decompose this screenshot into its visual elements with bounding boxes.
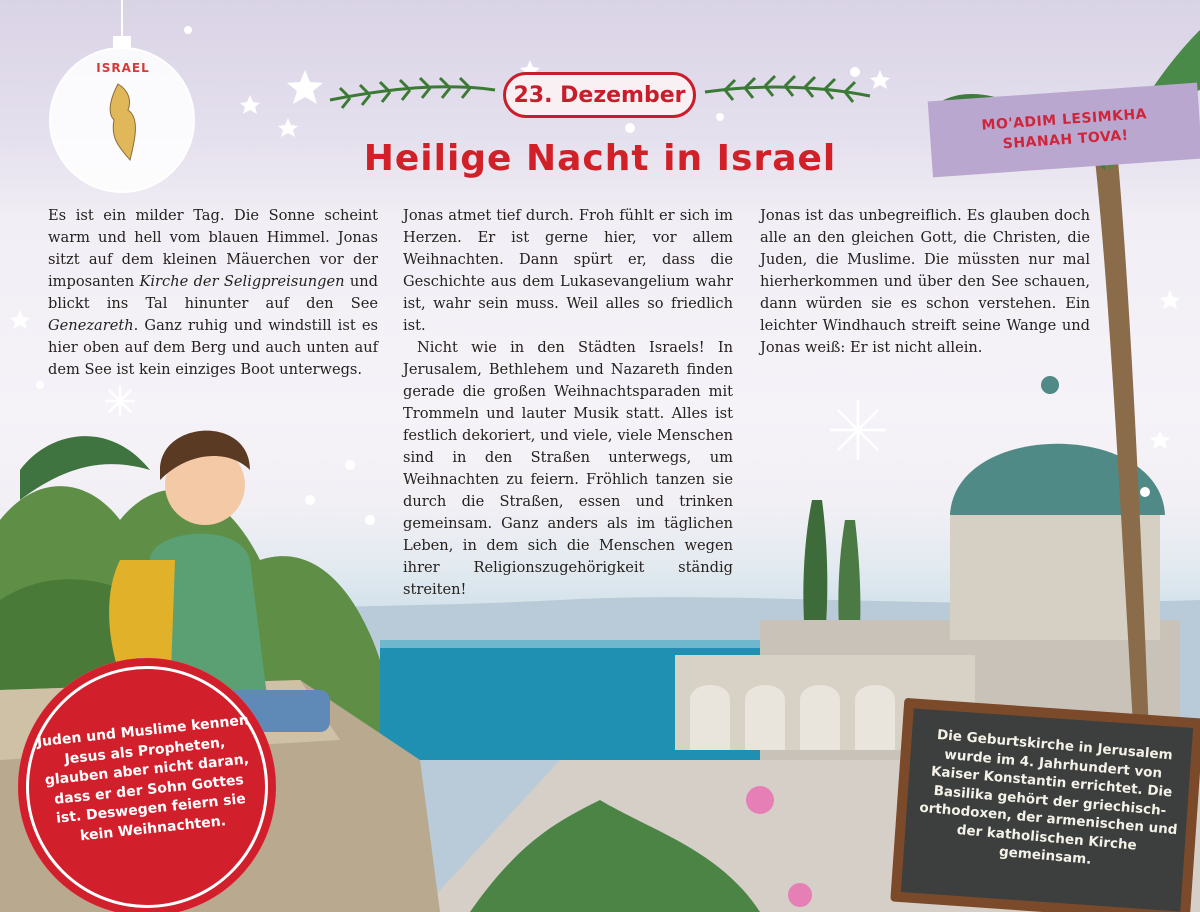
- fir-branch-right-icon: [705, 76, 870, 102]
- text-span: Es ist ein milder Tag. Die Sonne scheint warm und hell vom blauen Himmel. Jonas sitzt auf dem kleinen Mäuerchen vor der imposanten: [48, 207, 378, 290]
- paragraph: Jonas ist das unbegreiflich. Es glauben doch alle an den gleichen Gott, die Christen, die Juden, die Muslime. Die müssten nur mal hierherkommen und über den See schauen, dann würden sie es schon verstehen. Ein leichter Windhauch streift seine Wange und Jonas weiß: Er ist nicht allein.: [760, 207, 1090, 356]
- date-badge: 23. Dezember: [503, 72, 696, 118]
- italic-place-name: Kirche der Seligpreisungen: [139, 273, 345, 290]
- ornament-country-label: ISRAEL: [96, 61, 150, 75]
- text-span: und blickt ins Tal hinunter auf den See: [48, 273, 378, 312]
- paragraph: Jonas atmet tief durch. Froh fühlt er sich im Herzen. Er ist gerne hier, vor allem Weihnachten. Dann spürt er, dass die Geschichte aus dem Lukasevangelium wahr ist, wahr sein muss. Weil alles so friedlich ist.: [403, 207, 733, 334]
- text-column-1: [48, 205, 378, 381]
- greeting-line-2: SHANAH TOVA!: [1002, 127, 1130, 153]
- greeting-line-1: MO'ADIM LESIMKHA: [981, 106, 1148, 134]
- text-span: . Ganz ruhig und windstill ist es hier oben auf dem Berg und auch unten auf dem See ist kein einziges Boot unterwegs.: [48, 317, 378, 378]
- church-lantern: [1041, 376, 1059, 394]
- fir-branch-left-icon: [330, 78, 495, 108]
- italic-place-name: Genezareth: [48, 317, 134, 334]
- info-circle-text: Juden und Muslime kennen Jesus als Propheten, glauben aber nicht daran, dass er der Sohn Gottes ist. Deswegen feiern sie kein Weihnachten.: [36, 712, 250, 844]
- paragraph: Nicht wie in den Städten Israels! In Jerusalem, Bethlehem und Nazareth finden gerade die großen Weihnachtsparaden mit Trommeln und lauter Musik statt. Alles ist festlich dekoriert, und viele, viele Menschen sind in den Straßen unterwegs, um Weihnachten zu feiern. Fröhlich tanzen sie durch die Straßen, essen und trinken gemeinsam. Ganz anders als im täglichen Leben, in dem sich die Menschen wegen ihrer Religionszugehörigkeit ständig streiten!: [403, 339, 733, 598]
- text-column-2: [403, 205, 733, 601]
- chalkboard-text: Die Geburtskirche in Jerusalem wurde im 4. Jahrhundert von Kaiser Konstantin errichtet. Die Basilika gehört der griechisch-orthodoxen, der armenischen und der katholischen Kirche gemeinsam.: [918, 726, 1179, 868]
- page-title: Heilige Nacht in Israel: [363, 138, 837, 179]
- sea-horizon: [380, 640, 800, 648]
- text-column-3: [760, 205, 1090, 359]
- bauble-cap: [113, 36, 131, 48]
- paragraph: [48, 205, 378, 381]
